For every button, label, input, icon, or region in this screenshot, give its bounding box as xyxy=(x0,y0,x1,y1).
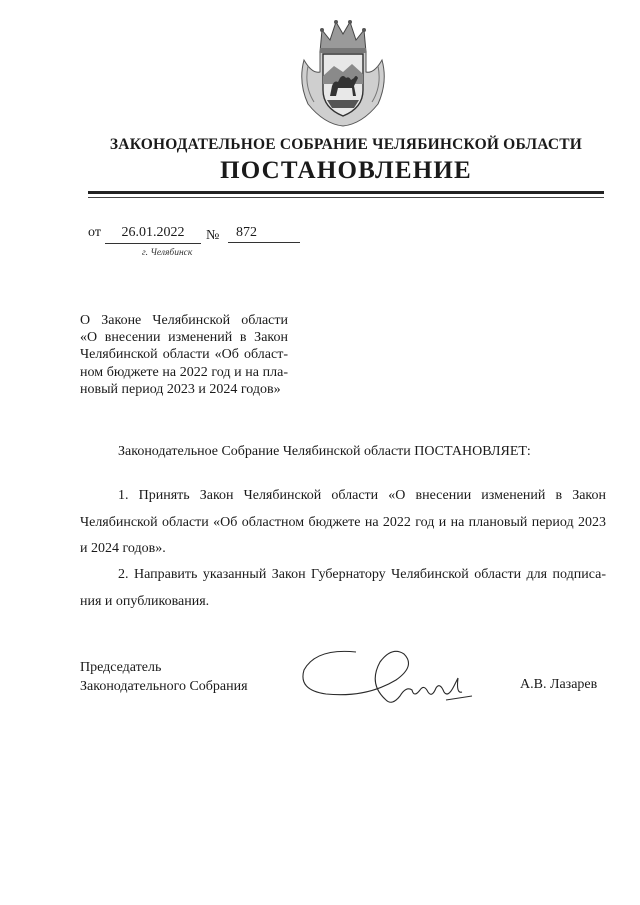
subject-line: «О внесении изменений в Закон xyxy=(80,330,288,346)
decree-item-2 xyxy=(80,562,606,615)
number-prefix-label: № xyxy=(206,228,220,243)
paragraph-line: Челябинской области «Об областном бюджете на 2022 год и на плановый период 2023 xyxy=(80,514,606,530)
subject-line: новый период 2023 и 2024 годов» xyxy=(80,381,281,397)
header-divider-thin xyxy=(88,197,604,198)
coat-of-arms-emblem xyxy=(294,12,392,128)
paragraph-line: ния и опубликования. xyxy=(80,593,210,609)
issue-city: г. Челябинск xyxy=(142,248,193,258)
organization-name: ЗАКОНОДАТЕЛЬНОЕ СОБРАНИЕ ЧЕЛЯБИНСКОЙ ОБЛАСТИ xyxy=(109,136,583,153)
handwritten-signature xyxy=(296,640,486,710)
position-line: Законодательного Собрания xyxy=(80,679,248,694)
subject-line: ном бюджете на 2022 год и на пла- xyxy=(80,364,288,380)
paragraph-line: 2. Направить указанный Закон Губернатору Челябинской области для подписа- xyxy=(118,567,606,582)
paragraph-line: и 2024 годов». xyxy=(80,541,166,556)
document-type-title: ПОСТАНОВЛЕНИЕ xyxy=(220,157,472,184)
date-prefix-label: от xyxy=(88,225,101,240)
decree-item-1 xyxy=(80,483,606,563)
decree-statement: Законодательное Собрание Челябинской области ПОСТАНОВЛЯЕТ: xyxy=(118,444,531,459)
document-date: 26.01.2022 xyxy=(105,225,201,244)
signatory-name: А.В. Лазарев xyxy=(520,677,598,692)
paragraph-line: 1. Принять Закон Челябинской области «О внесении изменений в Закон xyxy=(118,488,606,503)
document-number: 872 xyxy=(228,225,300,243)
subject-line: О Законе Челябинской области xyxy=(80,313,288,328)
signatory-position xyxy=(80,658,248,696)
position-line: Председатель xyxy=(80,660,162,675)
header-divider-thick xyxy=(88,191,604,194)
subject-line: Челябинской области «Об област- xyxy=(80,347,288,363)
document-subject xyxy=(80,312,288,398)
